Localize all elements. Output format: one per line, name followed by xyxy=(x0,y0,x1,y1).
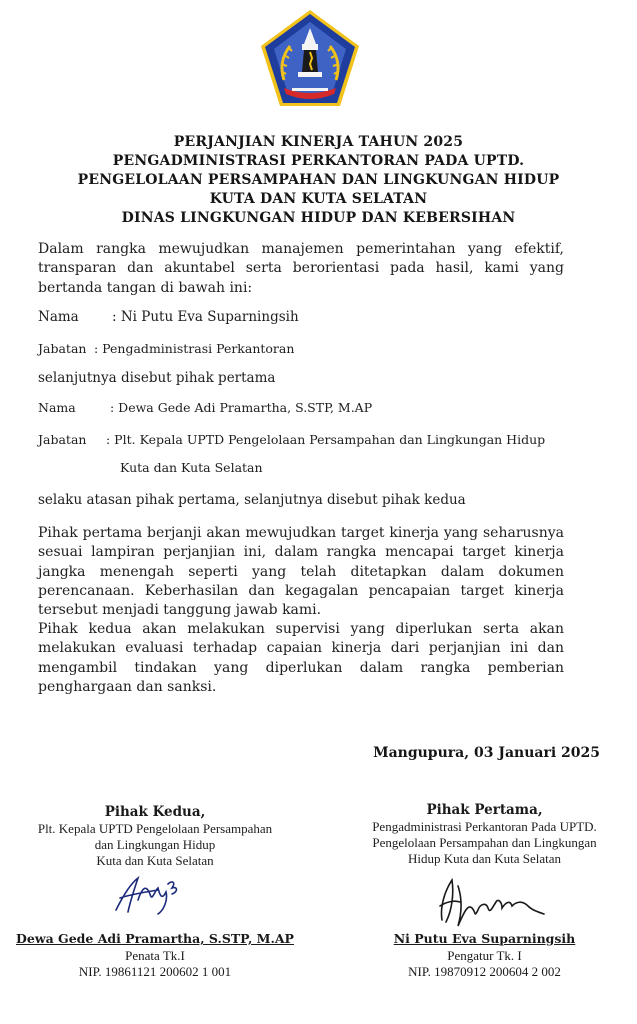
party1-designation: selanjutnya disebut pihak pertama xyxy=(38,370,276,386)
party2-position-row xyxy=(38,431,545,449)
party2-position-continuation: Kuta dan Kuta Selatan xyxy=(120,460,263,475)
party2-name-row xyxy=(38,399,372,417)
title-line: DINAS LINGKUNGAN HIDUP DAN KEBERSIHAN xyxy=(121,210,516,226)
party2-name-value: : Dewa Gede Adi Pramartha, S.STP, M.AP xyxy=(110,400,373,415)
party2-position-value: : Plt. Kepala UPTD Pengelolaan Persampahan dan Lingkungan Hidup xyxy=(106,432,546,447)
signatory-left-heading: Pihak Kedua, xyxy=(104,804,206,820)
place-date: Mangupura, 03 Januari 2025 xyxy=(373,745,600,761)
document-title xyxy=(0,133,637,228)
signatory-right-block xyxy=(332,801,637,867)
party1-name-value: : Ni Putu Eva Suparningsih xyxy=(112,309,299,325)
signatory-left-position: dan Lingkungan Hidup xyxy=(94,837,216,852)
party1-position-value: : Pengadministrasi Perkantoran xyxy=(94,341,295,356)
signatory-right-rank: Pengatur Tk. I xyxy=(447,948,522,963)
signatory-left-position: Plt. Kepala UPTD Pengelolaan Persampahan xyxy=(37,821,273,836)
party2-designation: selaku atasan pihak pertama, selanjutnya disebut pihak kedua xyxy=(38,492,466,508)
signature-left-icon xyxy=(112,870,192,924)
signatory-left-nip: NIP. 19861121 200602 1 001 xyxy=(78,964,232,979)
title-line: PERJANJIAN KINERJA TAHUN 2025 xyxy=(173,134,464,150)
agreement-paragraph-2: Pihak kedua akan melakukan supervisi yang diperlukan serta akan melakukan evaluasi terhadap capaian kinerja dari perjanjian ini dan mengambil tindakan yang diperlukan dalam rangka pemberian penghargaan dan sanksi. xyxy=(38,621,564,695)
signatory-left-name: Dewa Gede Adi Pramartha, S.STP, M.AP xyxy=(16,931,294,946)
signatory-right-position: Pengelolaan Persampahan dan Lingkungan xyxy=(372,835,597,850)
signatory-right-nip: NIP. 19870912 200604 2 002 xyxy=(408,964,561,979)
title-line: KUTA DAN KUTA SELATAN xyxy=(209,191,428,207)
party2-name-label: Nama xyxy=(38,400,76,415)
signatory-right-name: Ni Putu Eva Suparningsih xyxy=(393,931,576,946)
intro-paragraph: Dalam rangka mewujudkan manajemen pemerintahan yang efektif, transparan dan akuntabel serta berorientasi pada hasil, kami yang bertanda tangan di bawah ini: xyxy=(38,241,564,296)
signatory-left-rank: Penata Tk.I xyxy=(125,948,185,963)
party2-position-label: Jabatan xyxy=(38,432,87,447)
title-line: PENGADMINISTRASI PERKANTORAN PADA UPTD. xyxy=(112,153,525,169)
signatory-right-position: Hidup Kuta dan Kuta Selatan xyxy=(407,851,562,866)
party1-name-row xyxy=(38,308,299,326)
signatory-left-position: Kuta dan Kuta Selatan xyxy=(96,853,214,868)
title-line: PENGELOLAAN PERSAMPAHAN DAN LINGKUNGAN HIDUP xyxy=(77,172,560,188)
signature-right-icon xyxy=(432,872,552,936)
regency-emblem-icon xyxy=(258,8,362,110)
party1-name-label: Nama xyxy=(38,309,79,325)
signatory-left-block xyxy=(0,803,310,869)
party1-position-label: Jabatan xyxy=(38,341,87,356)
signatory-right-heading: Pihak Pertama, xyxy=(426,802,543,818)
party1-position-row xyxy=(38,340,294,358)
agreement-paragraph-1: Pihak pertama berjanji akan mewujudkan target kinerja yang seharusnya sesuai lampiran perjanjian ini, dalam rangka mencapai target kinerja jangka menengah seperti yang telah ditetapkan dalam dokumen perencanaan. Keberhasilan dan kegagalan pencapaian target kinerja tersebut menjadi tanggung jawab kami. xyxy=(38,525,564,619)
signatory-right-position: Pengadministrasi Perkantoran Pada UPTD. xyxy=(372,819,597,834)
